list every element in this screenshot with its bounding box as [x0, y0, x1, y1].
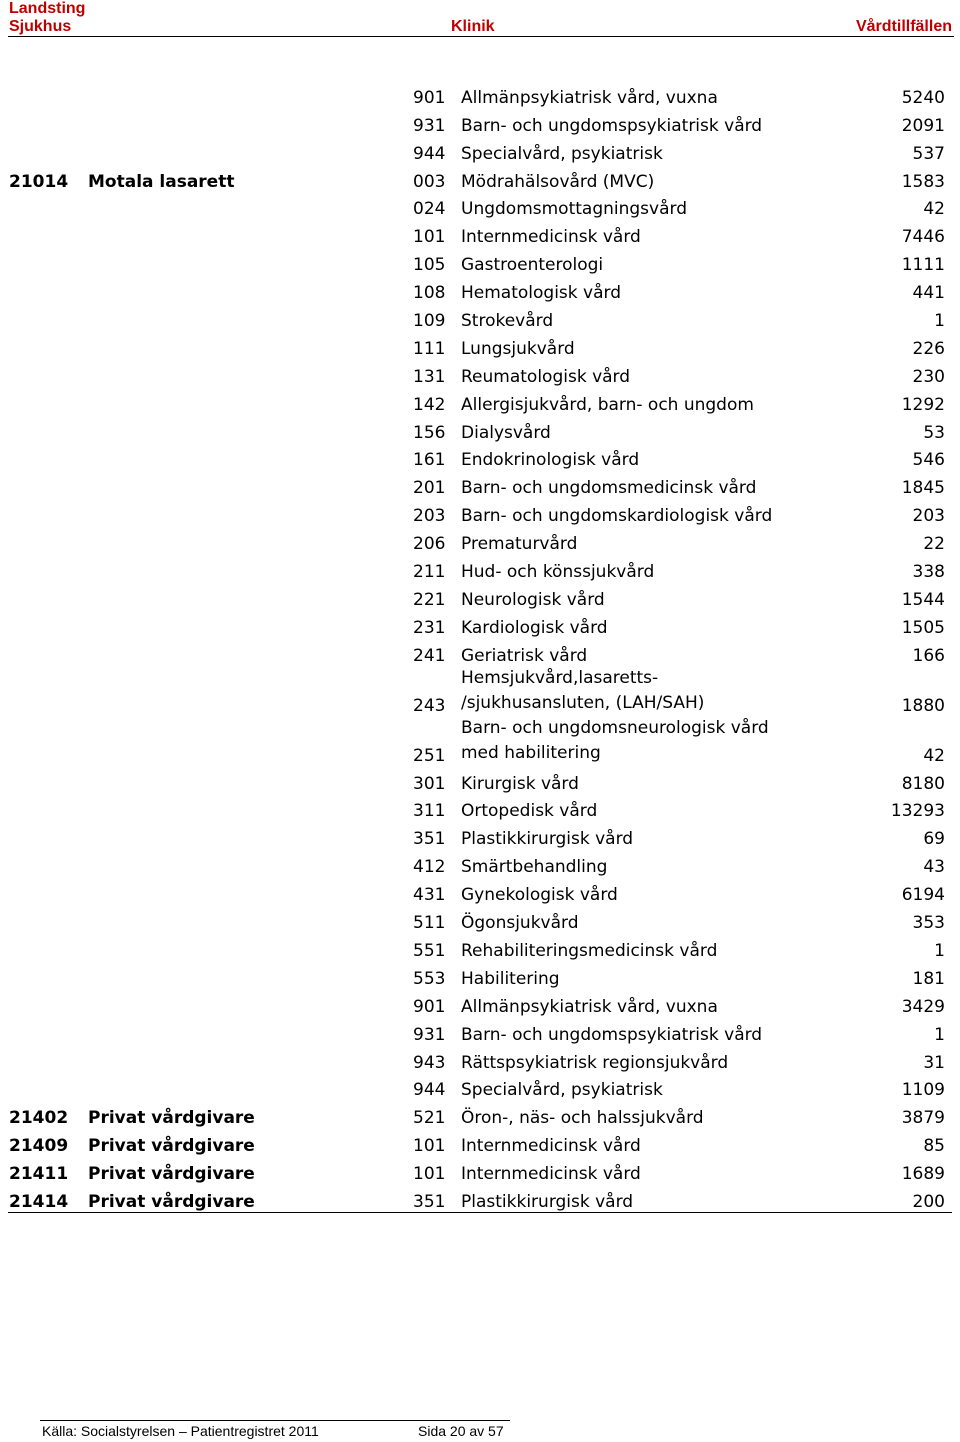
vardtillfallen-count: 85 [923, 1136, 945, 1157]
klinik-name-line: Barn- och ungdomsneurologisk vård [461, 717, 769, 738]
vardtillfallen-count: 6194 [901, 885, 945, 906]
table-row [0, 84, 960, 112]
vardtillfallen-count: 2091 [901, 115, 945, 136]
klinik-name [461, 716, 791, 766]
table-row [0, 1160, 960, 1188]
vardtillfallen-count: 441 [912, 283, 945, 304]
klinik-name: Habilitering [461, 968, 560, 989]
table-row [0, 223, 960, 251]
table-row [0, 140, 960, 168]
klinik-name-line: /sjukhusansluten, (LAH/SAH) [461, 692, 705, 713]
vardtillfallen-count: 1880 [901, 695, 945, 716]
vardtillfallen-count: 69 [923, 829, 945, 850]
klinik-name-line: Hemsjukvård,lasaretts- [461, 667, 659, 688]
table-row [0, 1132, 960, 1160]
klinik-code: 161 [413, 450, 446, 471]
table-row [0, 530, 960, 558]
vardtillfallen-count: 42 [923, 199, 945, 220]
klinik-code: 221 [413, 589, 446, 610]
footer-divider [40, 1420, 510, 1421]
klinik-name: Neurologisk vård [461, 589, 605, 610]
table-row [0, 1104, 960, 1132]
klinik-name: Barn- och ungdomspsykiatrisk vård [461, 1024, 763, 1045]
sjukhus-name: Privat vårdgivare [88, 1191, 255, 1212]
header-vardtillfallen: Vårdtillfällen [855, 18, 952, 35]
klinik-name: Allmänpsykiatrisk vård, vuxna [461, 996, 718, 1017]
klinik-code: 931 [413, 1024, 446, 1045]
vardtillfallen-count: 42 [923, 745, 945, 766]
klinik-code: 003 [413, 171, 446, 192]
table-row [0, 825, 960, 853]
table-row [0, 770, 960, 798]
vardtillfallen-count: 1505 [901, 617, 945, 638]
vardtillfallen-count: 22 [923, 534, 945, 555]
table-row [0, 196, 960, 224]
vardtillfallen-count: 1 [934, 1024, 945, 1045]
vardtillfallen-count: 166 [912, 645, 945, 666]
klinik-code: 944 [413, 143, 446, 164]
klinik-code: 412 [413, 857, 446, 878]
table-row [0, 391, 960, 419]
klinik-code: 024 [413, 199, 446, 220]
vardtillfallen-count: 353 [912, 913, 945, 934]
klinik-code: 206 [413, 534, 446, 555]
klinik-name: Endokrinologisk vård [461, 450, 640, 471]
landsting-id: 21414 [9, 1191, 69, 1212]
vardtillfallen-count: 1583 [901, 171, 945, 192]
klinik-name: Gynekologisk vård [461, 885, 618, 906]
sjukhus-name: Privat vårdgivare [88, 1164, 255, 1185]
klinik-name: Rehabiliteringsmedicinsk vård [461, 940, 718, 961]
klinik-code: 931 [413, 115, 446, 136]
klinik-code: 551 [413, 940, 446, 961]
klinik-name: Ögonsjukvård [461, 913, 579, 934]
klinik-name: Internmedicinsk vård [461, 1136, 641, 1157]
klinik-name: Dialysvård [461, 422, 551, 443]
vardtillfallen-count: 203 [912, 506, 945, 527]
vardtillfallen-count: 1689 [901, 1164, 945, 1185]
landsting-id: 21409 [9, 1136, 69, 1157]
footer-source: Källa: Socialstyrelsen – Patientregistret 2011 [42, 1423, 319, 1439]
vardtillfallen-count: 181 [912, 968, 945, 989]
vardtillfallen-count: 338 [912, 562, 945, 583]
klinik-name: Kirurgisk vård [461, 773, 579, 794]
klinik-code: 156 [413, 422, 446, 443]
vardtillfallen-count: 200 [912, 1191, 945, 1212]
klinik-name: Internmedicinsk vård [461, 227, 641, 248]
vardtillfallen-count: 43 [923, 857, 945, 878]
header-divider [8, 36, 954, 37]
klinik-code: 351 [413, 1191, 446, 1212]
vardtillfallen-count: 53 [923, 422, 945, 443]
landsting-id: 21014 [9, 171, 69, 192]
header-klinik: Klinik [451, 18, 495, 35]
klinik-code: 111 [413, 338, 446, 359]
sjukhus-name: Privat vårdgivare [88, 1136, 255, 1157]
klinik-name: Specialvård, psykiatrisk [461, 1080, 663, 1101]
klinik-name-line: med habilitering [461, 742, 601, 763]
table-row [0, 965, 960, 993]
table-row [0, 502, 960, 530]
klinik-name: Hud- och könssjukvård [461, 562, 655, 583]
klinik-code: 521 [413, 1108, 446, 1129]
table-bottom-divider [8, 1212, 952, 1213]
klinik-name: Öron-, näs- och halssjukvård [461, 1108, 704, 1129]
vardtillfallen-count: 226 [912, 338, 945, 359]
klinik-code: 109 [413, 311, 446, 332]
table-row [0, 717, 960, 770]
klinik-name: Ungdomsmottagningsvård [461, 199, 687, 220]
klinik-code: 241 [413, 645, 446, 666]
klinik-name: Plastikkirurgisk vård [461, 829, 634, 850]
klinik-name: Allmänpsykiatrisk vård, vuxna [461, 87, 718, 108]
header-sjukhus: Sjukhus [9, 18, 72, 35]
klinik-name: Barn- och ungdomspsykiatrisk vård [461, 115, 763, 136]
klinik-name: Lungsjukvård [461, 338, 575, 359]
klinik-code: 511 [413, 913, 446, 934]
klinik-name: Kardiologisk vård [461, 617, 608, 638]
table-row [0, 1077, 960, 1105]
landsting-id: 21402 [9, 1108, 69, 1129]
table-row [0, 419, 960, 447]
vardtillfallen-count: 1544 [901, 589, 945, 610]
page-header [0, 0, 960, 38]
klinik-name: Barn- och ungdomskardiologisk vård [461, 506, 773, 527]
klinik-name: Allergisjukvård, barn- och ungdom [461, 394, 754, 415]
klinik-code: 231 [413, 617, 446, 638]
klinik-code: 101 [413, 1136, 446, 1157]
vardtillfallen-count: 230 [912, 366, 945, 387]
klinik-code: 901 [413, 996, 446, 1017]
klinik-code: 901 [413, 87, 446, 108]
table-row [0, 798, 960, 826]
klinik-code: 108 [413, 283, 446, 304]
header-landsting: Landsting [9, 0, 86, 17]
vardtillfallen-count: 546 [912, 450, 945, 471]
table-row [0, 307, 960, 335]
vardtillfallen-count: 13293 [890, 801, 945, 822]
klinik-code: 243 [413, 695, 446, 716]
klinik-name: Prematurvård [461, 534, 578, 555]
klinik-name: Smärtbehandling [461, 857, 608, 878]
klinik-code: 553 [413, 968, 446, 989]
table-row [0, 168, 960, 196]
klinik-name: Rättspsykiatrisk regionsjukvård [461, 1052, 729, 1073]
table-row [0, 1049, 960, 1077]
klinik-name: Plastikkirurgisk vård [461, 1191, 634, 1212]
table-row [0, 993, 960, 1021]
vardtillfallen-count: 537 [912, 143, 945, 164]
klinik-code: 311 [413, 801, 446, 822]
vardtillfallen-count: 3879 [901, 1108, 945, 1129]
data-table [0, 84, 960, 1216]
klinik-code: 105 [413, 255, 446, 276]
klinik-code: 351 [413, 829, 446, 850]
vardtillfallen-count: 1111 [901, 255, 945, 276]
sjukhus-name: Motala lasarett [88, 171, 235, 192]
vardtillfallen-count: 5240 [901, 87, 945, 108]
klinik-name: Mödrahälsovård (MVC) [461, 171, 655, 192]
klinik-code: 944 [413, 1080, 446, 1101]
klinik-code: 203 [413, 506, 446, 527]
klinik-code: 431 [413, 885, 446, 906]
klinik-name: Hematologisk vård [461, 283, 621, 304]
table-row [0, 614, 960, 642]
vardtillfallen-count: 1845 [901, 478, 945, 499]
table-row [0, 335, 960, 363]
table-row [0, 586, 960, 614]
landsting-id: 21411 [9, 1164, 69, 1185]
klinik-name: Internmedicinsk vård [461, 1164, 641, 1185]
table-row [0, 853, 960, 881]
klinik-code: 201 [413, 478, 446, 499]
klinik-name: Strokevård [461, 311, 554, 332]
klinik-name: Barn- och ungdomsmedicinsk vård [461, 478, 757, 499]
vardtillfallen-count: 1109 [901, 1080, 945, 1101]
footer-page-number: Sida 20 av 57 [418, 1423, 504, 1439]
table-row [0, 881, 960, 909]
table-row [0, 667, 960, 720]
klinik-code: 301 [413, 773, 446, 794]
sjukhus-name: Privat vårdgivare [88, 1108, 255, 1129]
table-row [0, 112, 960, 140]
vardtillfallen-count: 8180 [901, 773, 945, 794]
vardtillfallen-count: 1 [934, 940, 945, 961]
klinik-code: 943 [413, 1052, 446, 1073]
klinik-code: 131 [413, 366, 446, 387]
klinik-name: Gastroenterologi [461, 255, 604, 276]
klinik-name: Specialvård, psykiatrisk [461, 143, 663, 164]
vardtillfallen-count: 1292 [901, 394, 945, 415]
table-row [0, 1021, 960, 1049]
table-row [0, 279, 960, 307]
vardtillfallen-count: 1 [934, 311, 945, 332]
table-row [0, 447, 960, 475]
vardtillfallen-count: 3429 [901, 996, 945, 1017]
vardtillfallen-count: 31 [923, 1052, 945, 1073]
table-row [0, 363, 960, 391]
klinik-name [461, 666, 791, 716]
table-row [0, 909, 960, 937]
table-row [0, 251, 960, 279]
table-row [0, 474, 960, 502]
vardtillfallen-count: 7446 [901, 227, 945, 248]
klinik-code: 101 [413, 227, 446, 248]
klinik-code: 251 [413, 745, 446, 766]
klinik-code: 101 [413, 1164, 446, 1185]
klinik-name: Reumatologisk vård [461, 366, 631, 387]
klinik-code: 142 [413, 394, 446, 415]
table-row [0, 558, 960, 586]
klinik-name: Geriatrisk vård [461, 645, 588, 666]
page-footer [0, 1420, 960, 1440]
klinik-name: Ortopedisk vård [461, 801, 598, 822]
table-row [0, 937, 960, 965]
klinik-code: 211 [413, 562, 446, 583]
